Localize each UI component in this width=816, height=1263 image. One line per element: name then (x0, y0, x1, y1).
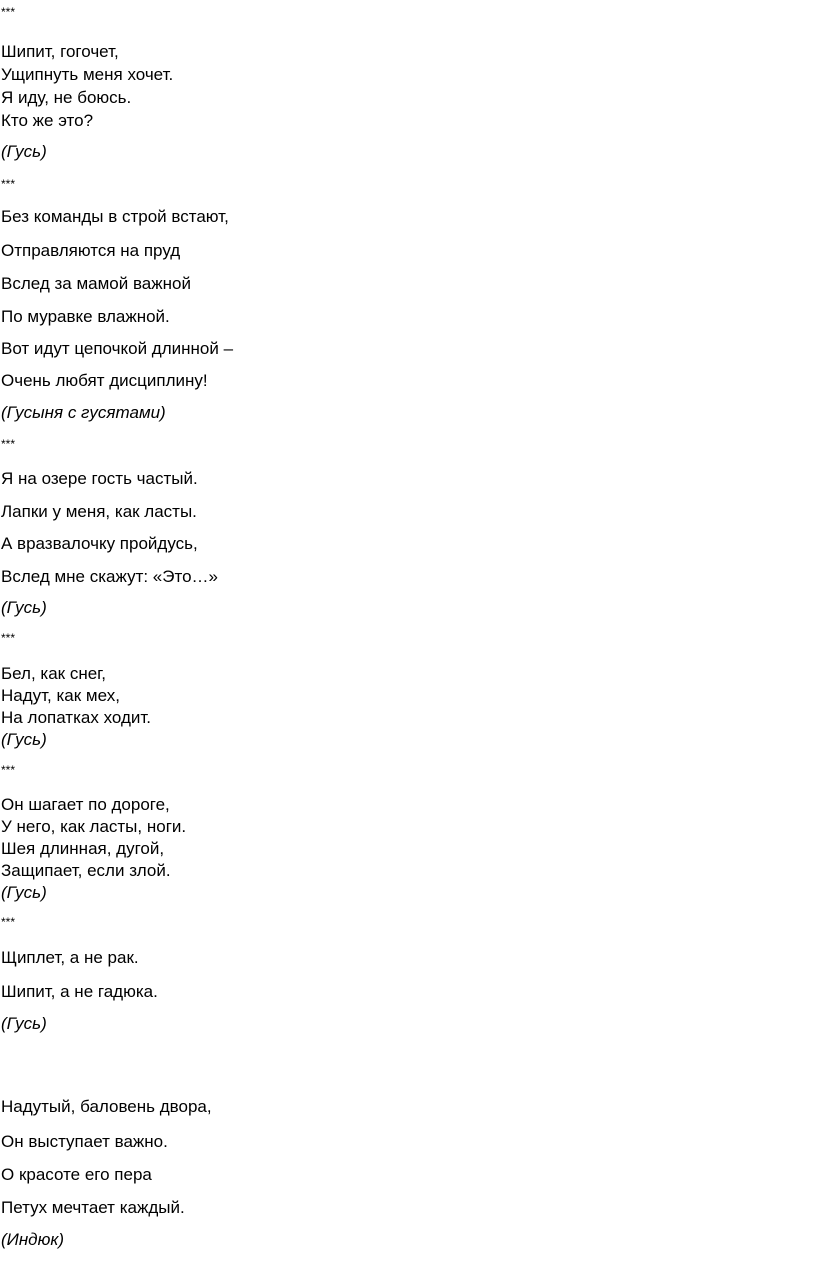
riddle-line: Шея длинная, дугой, (1, 839, 165, 858)
riddle-answer: (Индюк) (1, 1230, 65, 1249)
riddle-line: Он шагает по дороге, (1, 795, 170, 814)
riddle-line: Шипит, гогочет, (1, 42, 119, 61)
riddle-line: Петух мечтает каждый. (1, 1198, 185, 1217)
riddle-answer: (Гусыня с гусятами) (1, 403, 166, 422)
riddle-line: Очень любят дисциплину! (1, 371, 208, 390)
riddle-line: Кто же это? (1, 111, 94, 130)
separator-stars: *** (1, 5, 16, 19)
riddle-line: Я иду, не боюсь. (1, 88, 132, 107)
riddle-line: Без команды в строй встают, (1, 207, 229, 226)
riddle-line: Вслед мне скажут: «Это…» (1, 567, 218, 586)
riddle-line: А вразвалочку пройдусь, (1, 534, 198, 553)
riddle-line: У него, как ласты, ноги. (1, 817, 187, 836)
riddle-line: Шипит, а не гадюка. (1, 982, 158, 1001)
riddle-answer: (Гусь) (1, 1014, 47, 1033)
separator-stars: *** (1, 763, 16, 777)
riddle-line: На лопатках ходит. (1, 708, 152, 727)
separator-stars: *** (1, 915, 16, 929)
riddle-line: Вот идут цепочкой длинной – (1, 339, 234, 358)
riddle-line: Отправляются на пруд (1, 241, 181, 260)
riddle-answer: (Гусь) (1, 730, 47, 749)
riddle-line: Вслед за мамой важной (1, 274, 191, 293)
riddle-line: Он выступает важно. (1, 1132, 168, 1151)
riddle-line: Лапки у меня, как ласты. (1, 502, 197, 521)
riddle-line: Я на озере гость частый. (1, 469, 198, 488)
riddle-line: Надутый, баловень двора, (1, 1097, 212, 1116)
riddle-line: О красоте его пера (1, 1165, 152, 1184)
separator-stars: *** (1, 437, 16, 451)
riddle-answer: (Гусь) (1, 883, 47, 902)
riddle-line: Бел, как снег, (1, 664, 107, 683)
separator-stars: *** (1, 631, 16, 645)
riddle-answer: (Гусь) (1, 598, 47, 617)
riddle-line: Защипает, если злой. (1, 861, 171, 880)
riddle-line: Надут, как мех, (1, 686, 120, 705)
riddle-answer: (Гусь) (1, 142, 47, 161)
separator-stars: *** (1, 177, 16, 191)
riddle-line: Щиплет, а не рак. (1, 948, 139, 967)
riddle-line: Ущипнуть меня хочет. (1, 65, 174, 84)
riddle-line: По муравке влажной. (1, 307, 170, 326)
